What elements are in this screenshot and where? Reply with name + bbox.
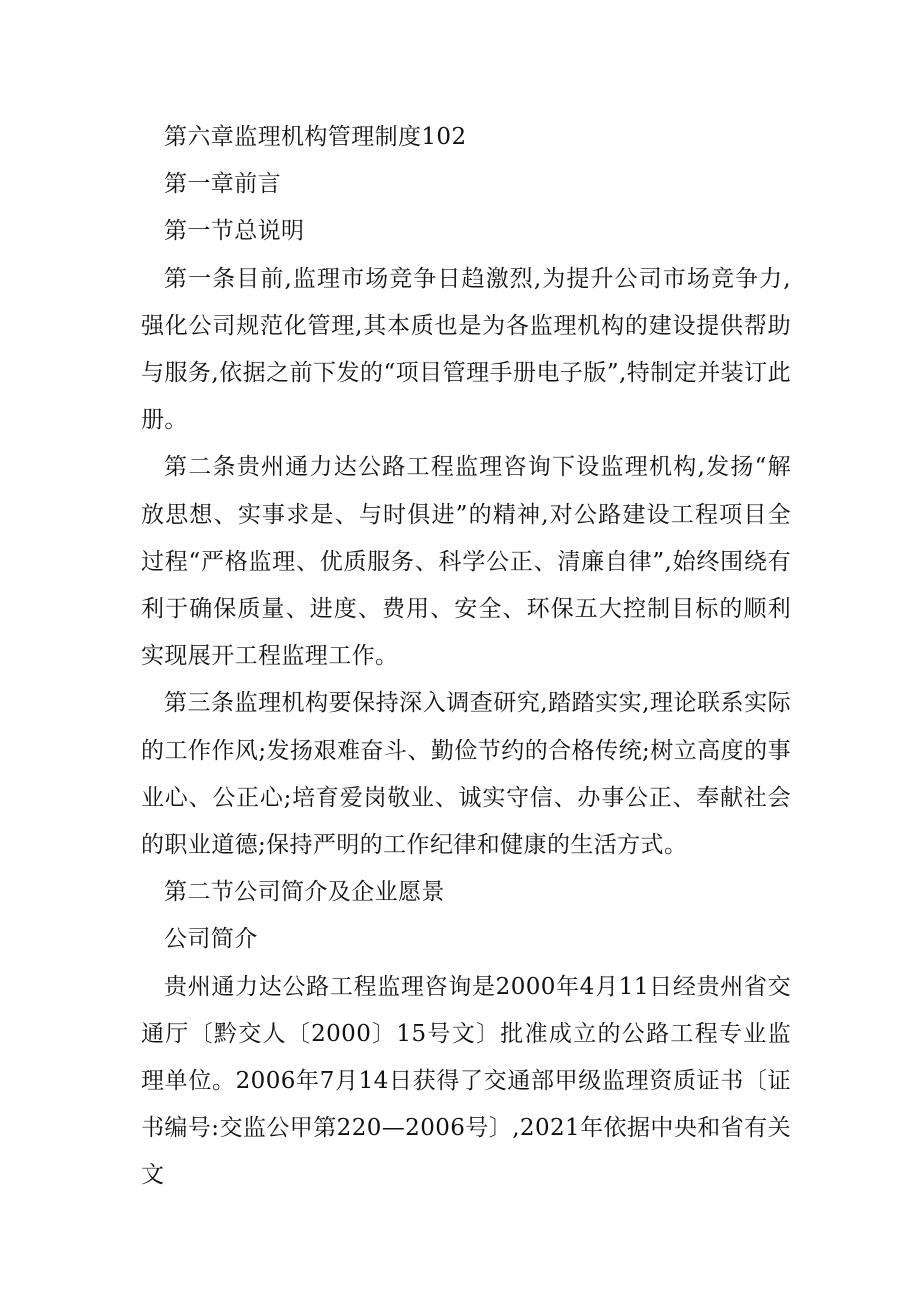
article-three-paragraph: 第三条监理机构要保持深入调查研究,踏踏实实,理论联系实际的工作作风;发扬艰难奋斗、勤俭节约的合格传统;树立高度的事业心、公正心;培育爱岗敬业、诚实守信、办事公正、奉献社会的职业道德;保持严明的工作纪律和健康的生活方式。 xyxy=(141,690,791,859)
heading-chapter-one: 第一章前言 xyxy=(164,171,281,198)
heading-section-two: 第二节公司简介及企业愿景 xyxy=(164,879,445,906)
article-one-paragraph: 第一条目前,监理市场竞争日趋激烈,为提升公司市场竞争力,强化公司规范化管理,其本质也是为各监理机构的建设提供帮助与服务,依据之前下发的“项目管理手册电子版”,特制定并装订此册。 xyxy=(141,265,791,434)
document-body xyxy=(141,114,791,1200)
heading-company-profile: 公司简介 xyxy=(164,926,258,953)
heading-chapter-six-item: 第六章监理机构管理制度102 xyxy=(164,124,467,150)
company-profile-paragraph: 贵州通力达公路工程监理咨询是2000年4月11日经贵州省交通厅〔黔交人〔2000〕15号文〕批准成立的公路工程专业监理单位。2006年7月14日获得了交通部甲级监理资质证书〔证书编号:交监公甲第220—2006号〕,2021年依据中央和省有关文 xyxy=(141,973,791,1189)
heading-section-one: 第一节总说明 xyxy=(164,218,305,245)
article-two-paragraph: 第二条贵州通力达公路工程监理咨询下设监理机构,发扬“解放思想、实事求是、与时俱进”的精神,对公路建设工程项目全过程“严格监理、优质服务、科学公正、清廉自律”,始终围绕有利于确保质量、进度、费用、安全、环保五大控制目标的顺利实现展开工程监理工作。 xyxy=(141,454,791,670)
